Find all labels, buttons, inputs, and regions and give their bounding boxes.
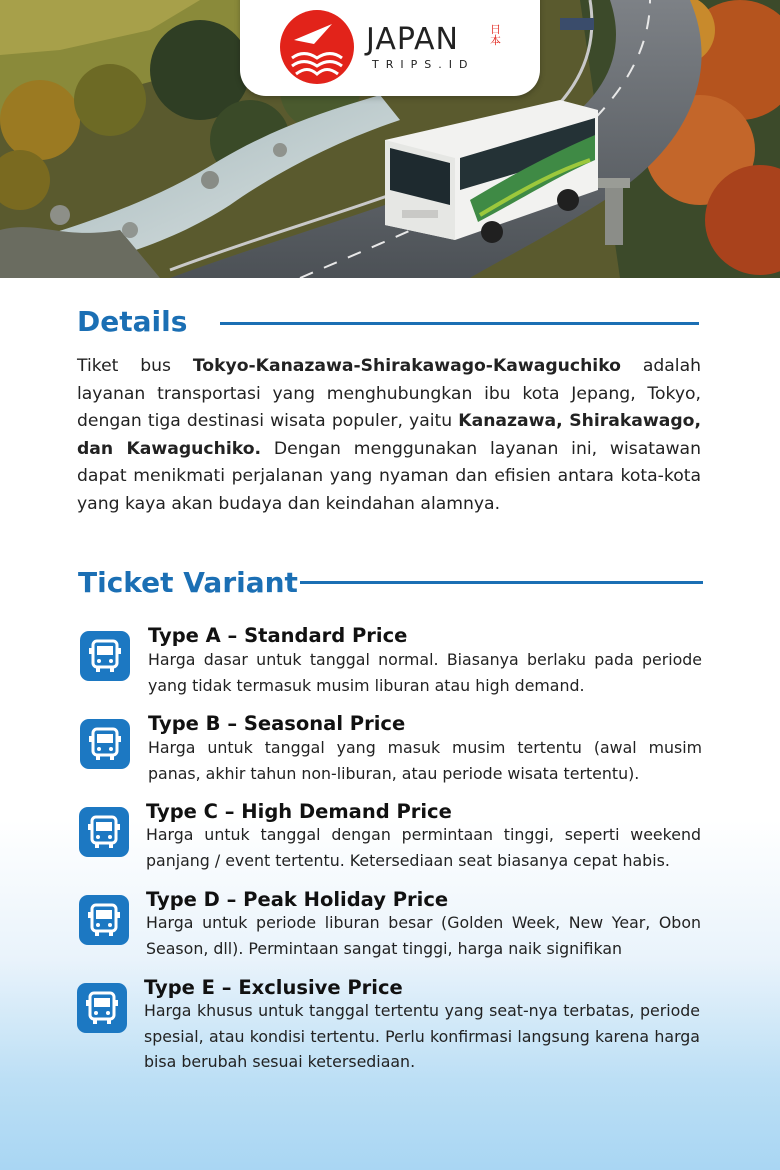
bus-icon bbox=[80, 719, 130, 769]
details-destinations: Kanazawa, Shirakawago, dan Kawaguchiko. bbox=[77, 411, 701, 459]
details-heading: Details bbox=[77, 305, 188, 338]
details-route: Tokyo-Kanazawa-Shirakawago-Kawaguchiko bbox=[192, 356, 621, 376]
details-paragraph bbox=[77, 353, 701, 518]
variant-description: Harga khusus untuk tanggal tertentu yang seat-nya terbatas, periode spesial, atau kondisi tertentu. Perlu konfirmasi langsung karena harga bisa berubah sesuai ketersediaan. bbox=[144, 1001, 700, 1071]
bus-icon bbox=[77, 983, 127, 1033]
ticket-variant-heading: Ticket Variant bbox=[78, 566, 298, 599]
details-body-1: adalah layanan transportasi yang menghubungkan ibu kota Jepang, Tokyo, dengan tiga destinasi wisata populer, yaitu bbox=[77, 356, 701, 431]
details-body-2: Dengan menggunakan layanan ini, wisatawan dapat menikmati perjalanan yang nyaman dan efisien antara kota-kota yang kaya akan budaya dan keindahan alamnya. bbox=[77, 438, 701, 514]
variant-title: Type A – Standard Price bbox=[148, 624, 408, 647]
brand-logo bbox=[240, 0, 540, 96]
bus-icon bbox=[79, 895, 129, 945]
variant-description: Harga dasar untuk tanggal normal. Biasanya berlaku pada periode yang tidak termasuk musim liburan atau high demand. bbox=[148, 650, 702, 695]
hero-image bbox=[0, 0, 780, 278]
variant-title: Type E – Exclusive Price bbox=[144, 976, 403, 999]
details-divider bbox=[220, 322, 699, 325]
variant-description: Harga untuk periode liburan besar (Golden Week, New Year, Obon Season, dll). Permintaan sangat tinggi, harga naik signifikan bbox=[146, 913, 701, 958]
ticket-variant-divider bbox=[300, 581, 703, 584]
variant-description: Harga untuk tanggal dengan permintaan tinggi, seperti weekend panjang / event tertentu. Ketersediaan seat biasanya cepat habis. bbox=[146, 825, 701, 870]
details-intro: Tiket bus bbox=[77, 356, 193, 376]
variant-description: Harga untuk tanggal yang masuk musim tertentu (awal musim panas, akhir tahun non-liburan, atau periode wisata tertentu). bbox=[148, 738, 702, 783]
bus-icon bbox=[79, 807, 129, 857]
brand-kanji: 日本 bbox=[490, 23, 501, 47]
brand-name: JAPAN bbox=[366, 22, 459, 57]
brand-subtitle: TRIPS.ID bbox=[372, 58, 475, 71]
variant-title: Type D – Peak Holiday Price bbox=[146, 888, 449, 911]
japan-trips-logo-icon bbox=[280, 10, 354, 84]
bus-icon bbox=[80, 631, 130, 681]
variant-title: Type C – High Demand Price bbox=[146, 800, 452, 823]
variant-title: Type B – Seasonal Price bbox=[148, 712, 406, 735]
